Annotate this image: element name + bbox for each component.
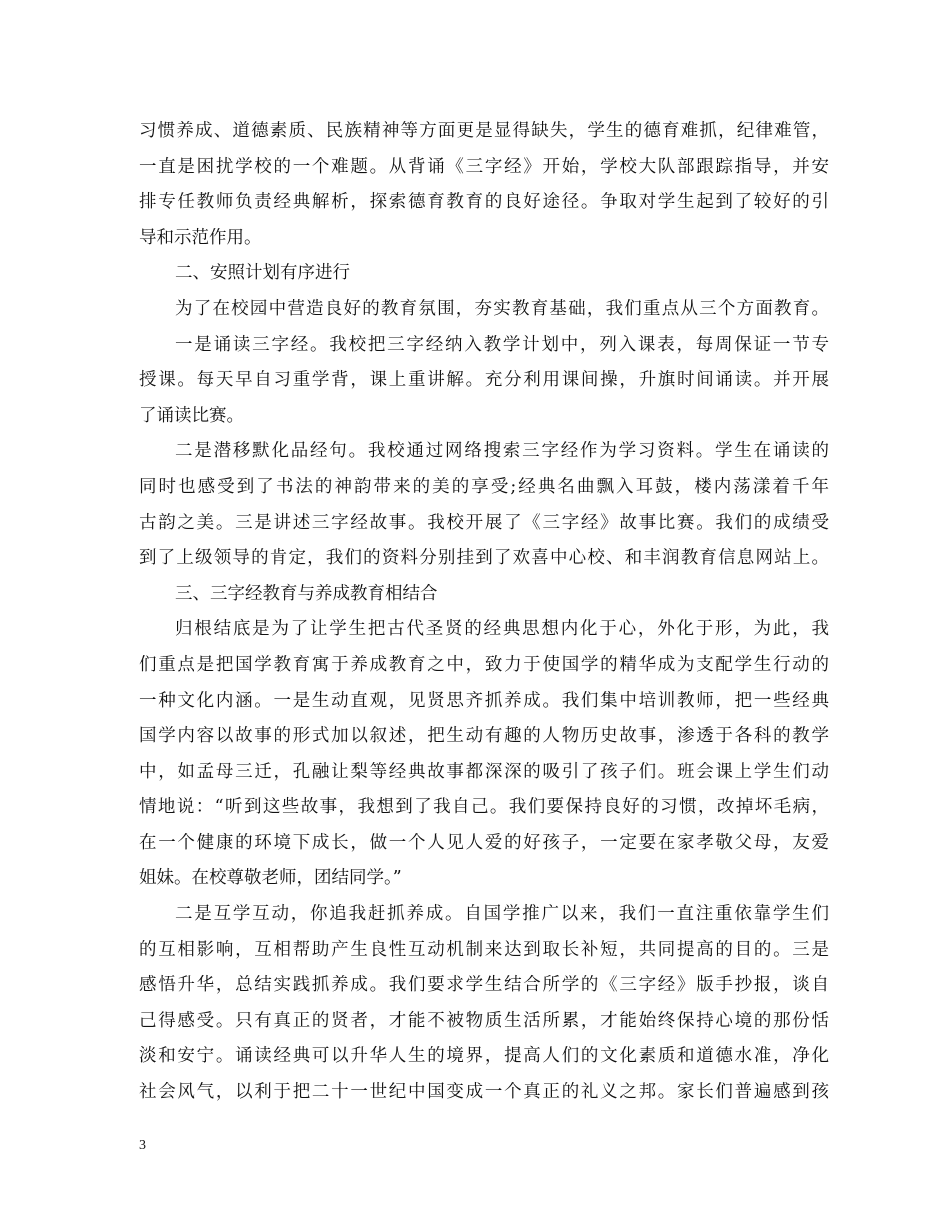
- body-line: 一种文化内涵。一是生动直观，见贤思齐抓养成。我们集中培训教师，把一些经典: [139, 690, 829, 711]
- body-line: 同时也感受到了书法的神韵带来的美的享受;经典名曲飘入耳鼓，楼内荡漾着千年: [139, 476, 829, 497]
- section-heading: 三、三字经教育与养成教育相结合: [175, 583, 438, 604]
- body-line: 社会风气，以利于把二十一世纪中国变成一个真正的礼义之邦。家长们普遍感到孩: [139, 1082, 829, 1103]
- section-heading: 二、安照计划有序进行: [175, 263, 350, 284]
- document-body: [139, 114, 829, 1111]
- body-line: 习惯养成、道德素质、民族精神等方面更是显得缺失，学生的德育难抓，纪律难管，: [139, 121, 829, 141]
- body-line: 授课。每天早自习重学背，课上重讲解。充分利用课间操，升旗时间诵读。并开展: [139, 370, 829, 391]
- body-line: 们重点是把国学教育寓于养成教育之中，致力于使国学的精华成为支配学生行动的: [139, 654, 829, 675]
- body-line: 一是诵读三字经。我校把三字经纳入教学计划中，列入课表，每周保证一节专: [175, 334, 829, 355]
- body-line: 在一个健康的环境下成长，做一个人见人爱的好孩子，一定要在家孝敬父母，友爱: [139, 832, 829, 853]
- body-line: 情地说：“听到这些故事，我想到了我自己。我们要保持良好的习惯，改掉坏毛病，: [139, 797, 829, 818]
- body-line: 中，如孟母三迁，孔融让梨等经典故事都深深的吸引了孩子们。班会课上学生们动: [139, 761, 829, 782]
- body-line: 了诵读比赛。: [139, 405, 244, 426]
- page-number: 3: [139, 1138, 146, 1153]
- body-line: 到了上级领导的肯定，我们的资料分别挂到了欢喜中心校、和丰润教育信息网站上。: [139, 548, 829, 569]
- body-line: 二是互学互动，你追我赶抓养成。自国学推广以来，我们一直注重依靠学生们: [175, 904, 829, 925]
- body-line: 为了在校园中营造良好的教育氛围，夯实教育基础，我们重点从三个方面教育。: [175, 298, 829, 319]
- body-line: 己得感受。只有真正的贤者，才能不被物质生活所累，才能始终保持心境的那份恬: [139, 1010, 829, 1031]
- body-line: 的互相影响，互相帮助产生良性互动机制来达到取长补短，共同提高的目的。三是: [139, 939, 829, 960]
- body-line: 一直是困扰学校的一个难题。从背诵《三字经》开始，学校大队部跟踪指导，并安: [139, 156, 829, 177]
- body-line: 归根结底是为了让学生把古代圣贤的经典思想内化于心，外化于形，为此，我: [175, 619, 829, 640]
- body-line: 淡和安宁。诵读经典可以升华人生的境界，提高人们的文化素质和道德水准，净化: [139, 1046, 829, 1067]
- body-line: 古韵之美。三是讲述三字经故事。我校开展了《三字经》故事比赛。我们的成绩受: [139, 512, 829, 533]
- body-line: 导和示范作用。: [139, 227, 262, 248]
- body-line: 感悟升华，总结实践抓养成。我们要求学生结合所学的《三字经》版手抄报，谈自: [139, 975, 829, 996]
- body-line: 国学内容以故事的形式加以叙述，把生动有趣的人物历史故事，渗透于各科的教学: [139, 726, 829, 747]
- body-line: 二是潜移默化品经句。我校通过网络搜索三字经作为学习资料。学生在诵读的: [175, 441, 829, 462]
- body-line: 姐妹。在校尊敬老师，团结同学。”: [139, 868, 402, 889]
- body-line: 排专任教师负责经典解析，探索德育教育的良好途径。争取对学生起到了较好的引: [139, 192, 829, 213]
